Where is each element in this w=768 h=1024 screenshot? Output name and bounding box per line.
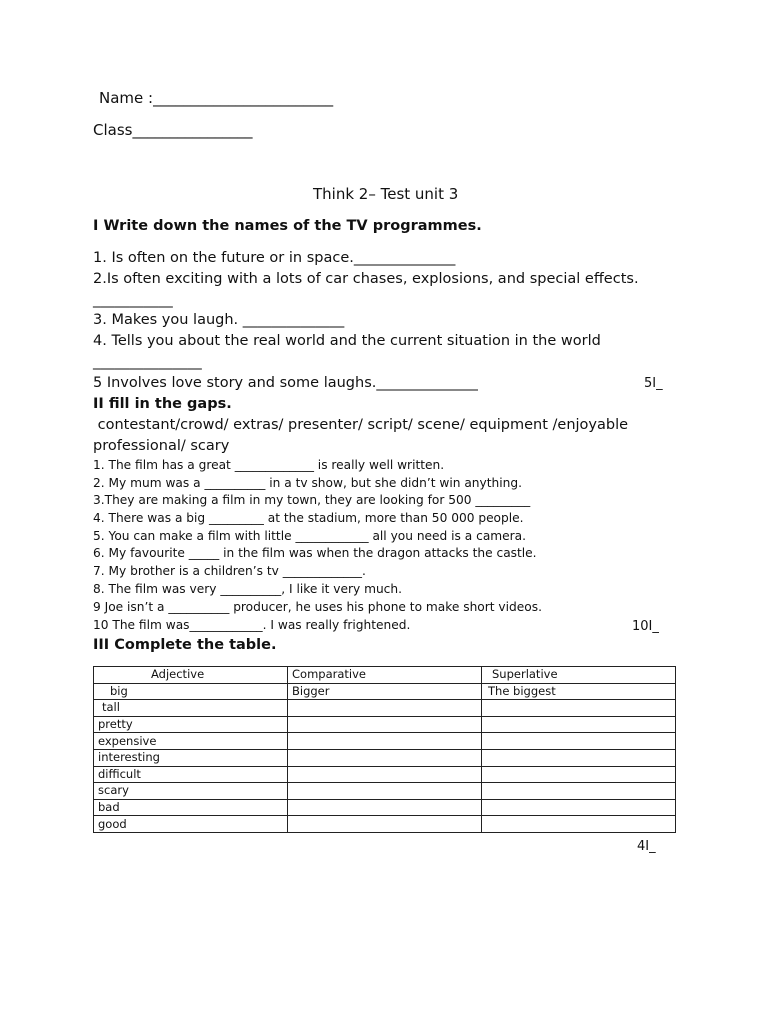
adjective-cell: scary [94,783,288,800]
section2-item: 9 Joe isn’t a __________ producer, he uses his phone to make short videos. [93,600,542,614]
adjective-cell: difficult [94,766,288,783]
adjective-cell: big [94,683,288,700]
section2-item: 8. The film was very __________, I like it very much. [93,582,402,596]
page-title: Think 2– Test unit 3 [313,185,459,203]
comparative-cell[interactable] [288,749,482,766]
superlative-cell[interactable] [482,700,676,717]
adjective-cell: good [94,816,288,833]
table-row [94,766,676,783]
class-line: Class________________ [93,121,253,139]
adjective-table [93,666,676,833]
table-row [94,783,676,800]
adjective-cell: pretty [94,716,288,733]
comparative-cell[interactable] [288,816,482,833]
superlative-cell[interactable] [482,716,676,733]
superlative-cell[interactable] [482,733,676,750]
section2-item: 4. There was a big _________ at the stadium, more than 50 000 people. [93,511,524,525]
adjective-cell: bad [94,799,288,816]
section1-heading: I Write down the names of the TV programmes. [93,218,482,234]
section1-item: 4. Tells you about the real world and the current situation in the world [93,333,601,349]
table-row [94,749,676,766]
section2-item: 7. My brother is a children’s tv _____________. [93,564,366,578]
comparative-cell[interactable] [288,716,482,733]
superlative-cell[interactable] [482,783,676,800]
section2-score: 10I_ [632,619,659,634]
table-row [94,716,676,733]
comparative-cell[interactable] [288,799,482,816]
name-line: Name :________________________ [99,89,334,107]
table-row [94,700,676,717]
table-header-row [94,667,676,684]
section2-item: 10 The film was____________. I was really frightened. [93,618,411,632]
section2-item: 2. My mum was a __________ in a tv show, but she didn’t win anything. [93,476,522,490]
table-row [94,683,676,700]
wordbank-line2: professional/ scary [93,438,230,454]
comparative-cell[interactable]: Bigger [288,683,482,700]
column-header-comparative: Comparative [288,667,482,684]
superlative-cell[interactable] [482,816,676,833]
table-row [94,733,676,750]
adjective-cell: interesting [94,749,288,766]
section2-heading: II fill in the gaps. [93,396,232,412]
comparative-cell[interactable] [288,783,482,800]
section1-item: 5 Involves love story and some laughs.______________ [93,375,478,391]
section1-score: 5I_ [644,376,663,391]
comparative-cell[interactable] [288,733,482,750]
superlative-cell[interactable]: The biggest [482,683,676,700]
column-header-superlative: Superlative [482,667,676,684]
section2-item: 1. The film has a great _____________ is really well written. [93,458,445,472]
section2-item: 6. My favourite _____ in the film was when the dragon attacks the castle. [93,546,537,560]
table-row [94,799,676,816]
adjective-cell: expensive [94,733,288,750]
superlative-cell[interactable] [482,749,676,766]
column-header-adjective: Adjective [94,667,288,684]
superlative-cell[interactable] [482,766,676,783]
wordbank-line1: contestant/crowd/ extras/ presenter/ script/ scene/ equipment /enjoyable [93,417,629,433]
section2-item: 3.They are making a film in my town, they are looking for 500 _________ [93,493,531,507]
comparative-cell[interactable] [288,700,482,717]
section1-item: ___________ [93,292,173,308]
section3-heading: III Complete the table. [93,637,277,653]
comparative-cell[interactable] [288,766,482,783]
section2-item: 5. You can make a film with little ____________ all you need is a camera. [93,529,527,543]
section1-item: 1. Is often on the future or in space.______________ [93,250,456,266]
section3-score: 4I_ [637,839,656,854]
table-row [94,816,676,833]
adjective-cell: tall [94,700,288,717]
section1-item: 3. Makes you laugh. ______________ [93,312,345,328]
section1-item: _______________ [93,354,202,370]
section1-item: 2.Is often exciting with a lots of car chases, explosions, and special effects. [93,271,639,287]
superlative-cell[interactable] [482,799,676,816]
